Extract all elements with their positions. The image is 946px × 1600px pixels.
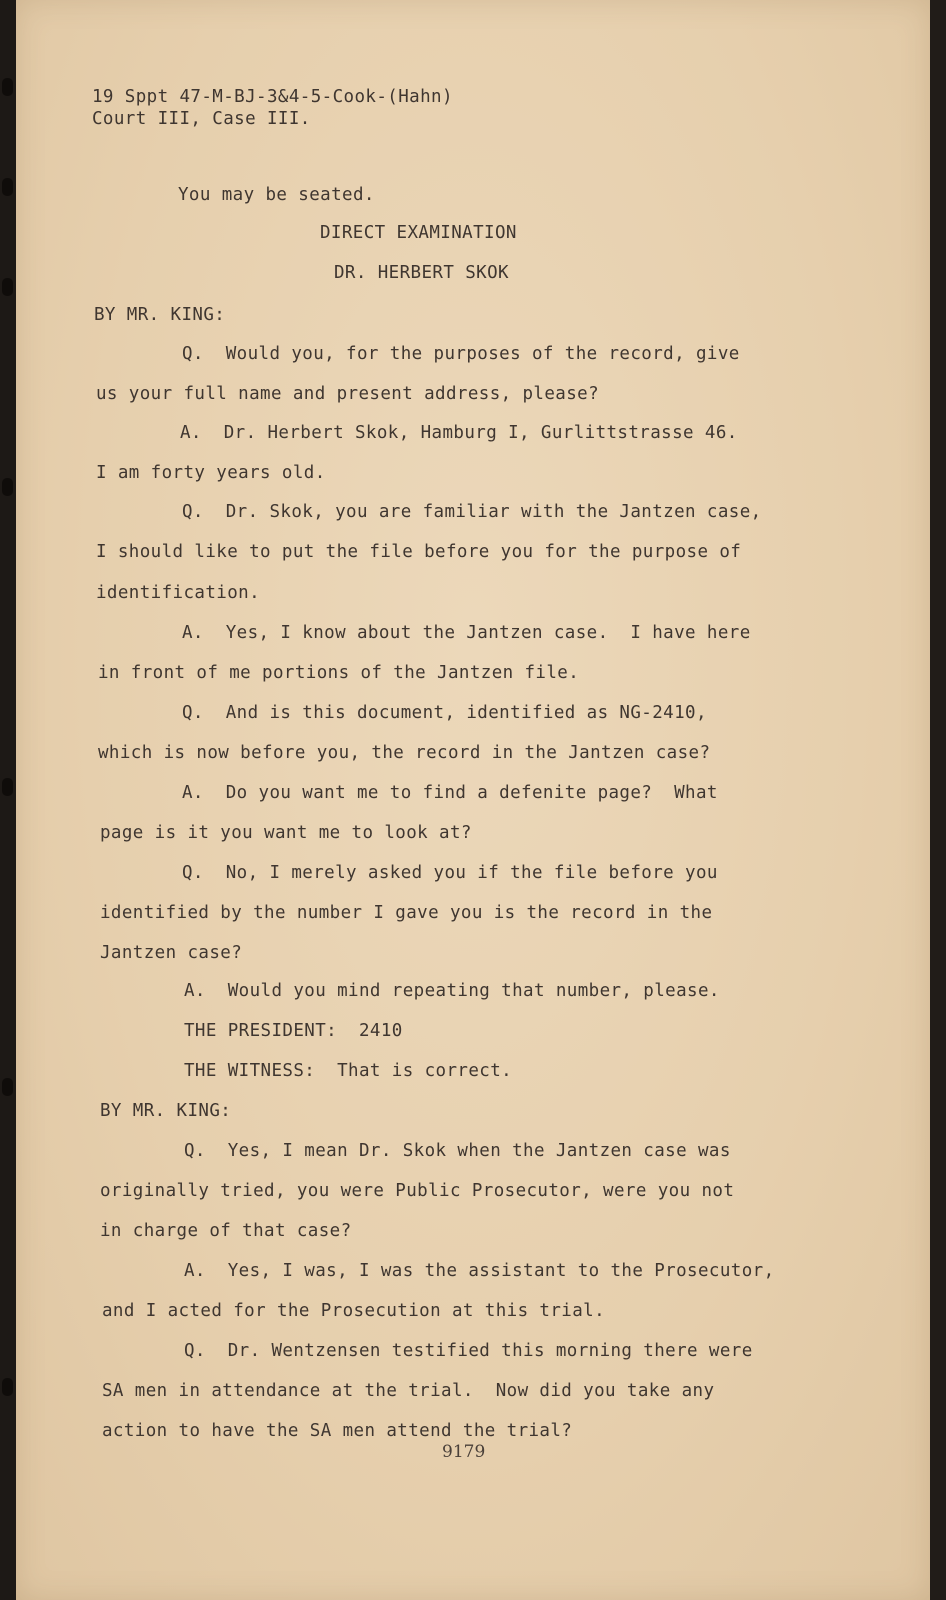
transcript-line: originally tried, you were Public Prosecutor, were you not <box>100 1181 735 1201</box>
transcript-line: which is now before you, the record in the Jantzen case? <box>98 743 711 763</box>
transcript-line: in front of me portions of the Jantzen file. <box>98 663 580 683</box>
answer-line: A. Would you mind repeating that number, please. <box>184 981 720 1001</box>
question-line: Q. Dr. Skok, you are familiar with the Jantzen case, <box>182 502 762 522</box>
binding-hole <box>2 778 13 796</box>
header-reference: 19 Sppt 47-M-BJ-3&4-5-Cook-(Hahn) <box>92 87 453 107</box>
answer-line: A. Do you want me to find a defenite page? What <box>182 783 718 803</box>
header-court-case: Court III, Case III. <box>92 109 311 129</box>
section-heading: DIRECT EXAMINATION <box>320 223 517 243</box>
transcript-line: SA men in attendance at the trial. Now did you take any <box>102 1381 715 1401</box>
transcript-line: Jantzen case? <box>100 943 243 963</box>
answer-line: A. Dr. Herbert Skok, Hamburg I, Gurlittstrasse 46. <box>180 423 738 443</box>
question-line: Q. No, I merely asked you if the file before you <box>182 863 718 883</box>
transcript-line: and I acted for the Prosecution at this trial. <box>102 1301 606 1321</box>
document-page <box>16 0 930 1600</box>
witness-line: THE WITNESS: That is correct. <box>184 1061 513 1081</box>
page-number: 9179 <box>442 1442 486 1462</box>
transcript-line: page is it you want me to look at? <box>100 823 472 843</box>
examiner-label: BY MR. KING: <box>94 305 226 325</box>
question-line: Q. Yes, I mean Dr. Skok when the Jantzen case was <box>184 1141 731 1161</box>
scan-right-edge <box>930 0 946 1600</box>
question-line: Q. Would you, for the purposes of the record, give <box>182 344 740 364</box>
president-line: THE PRESIDENT: 2410 <box>184 1021 403 1041</box>
transcript-line: I should like to put the file before you for the purpose of <box>96 542 742 562</box>
transcript-line: I am forty years old. <box>96 463 326 483</box>
binding-hole <box>2 178 13 196</box>
witness-name-heading: DR. HERBERT SKOK <box>334 263 509 283</box>
binding-hole <box>2 78 13 96</box>
transcript-line: identified by the number I gave you is the record in the <box>100 903 713 923</box>
answer-line: A. Yes, I know about the Jantzen case. I have here <box>182 623 751 643</box>
transcript-line: action to have the SA men attend the trial? <box>102 1421 573 1441</box>
binding-hole <box>2 478 13 496</box>
examiner-label: BY MR. KING: <box>100 1101 232 1121</box>
transcript-line: in charge of that case? <box>100 1221 352 1241</box>
answer-line: A. Yes, I was, I was the assistant to the Prosecutor, <box>184 1261 775 1281</box>
binding-hole <box>2 278 13 296</box>
transcript-line: identification. <box>96 583 261 603</box>
transcript-line: You may be seated. <box>178 185 375 205</box>
binding-hole <box>2 1378 13 1396</box>
question-line: Q. Dr. Wentzensen testified this morning there were <box>184 1341 753 1361</box>
binding-hole <box>2 1078 13 1096</box>
transcript-line: us your full name and present address, please? <box>96 384 600 404</box>
question-line: Q. And is this document, identified as NG-2410, <box>182 703 707 723</box>
